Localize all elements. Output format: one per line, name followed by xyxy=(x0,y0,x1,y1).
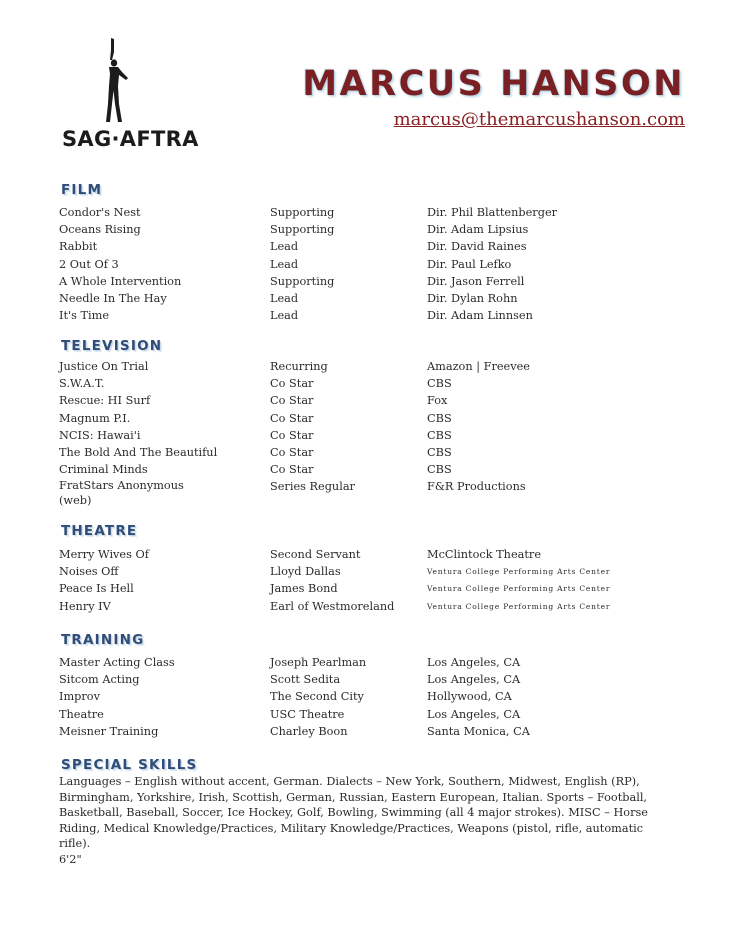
training-course: Master Acting Class xyxy=(59,656,175,669)
theatre-row xyxy=(59,563,659,580)
television-row xyxy=(59,427,659,444)
television-role: Co Star xyxy=(270,463,314,477)
film-director: Dir. David Raines xyxy=(427,240,527,254)
theatre-title: Henry IV xyxy=(59,599,111,613)
training-row xyxy=(59,723,659,740)
television-title: The Bold And The Beautiful xyxy=(59,445,218,459)
logo-text: SAG·AFTRA xyxy=(62,127,199,151)
theatre-row xyxy=(59,546,659,563)
television-row xyxy=(59,478,659,508)
training-teacher: Joseph Pearlman xyxy=(270,656,367,669)
television-section-title: TELEVISION xyxy=(61,338,163,354)
film-section-title: FILM xyxy=(61,182,103,198)
theatre-title: Noises Off xyxy=(59,565,119,579)
theatre-row xyxy=(59,580,659,597)
theatre-venue: Ventura College Performing Arts Center xyxy=(427,567,611,577)
actor-name: MARCUS HANSON xyxy=(302,64,685,104)
training-row xyxy=(59,671,659,688)
training-location: Los Angeles, CA xyxy=(427,656,521,669)
film-role: Lead xyxy=(270,257,299,271)
height-text: 6'2" xyxy=(59,852,82,866)
film-role: Lead xyxy=(270,240,299,254)
television-title: FratStars Anonymous (web) xyxy=(59,479,184,507)
training-location: Hollywood, CA xyxy=(427,690,512,704)
theatre-role: Lloyd Dallas xyxy=(270,565,341,579)
film-row xyxy=(59,273,659,290)
training-row xyxy=(59,654,659,671)
television-role: Series Regular xyxy=(270,480,355,494)
television-credits-list xyxy=(59,358,659,508)
television-row xyxy=(59,444,659,461)
training-course: Meisner Training xyxy=(59,724,159,738)
training-teacher: Scott Sedita xyxy=(270,673,341,687)
television-row xyxy=(59,392,659,409)
television-title: Magnum P.I. xyxy=(59,411,131,425)
theatre-venue: Ventura College Performing Arts Center xyxy=(427,584,611,594)
television-role: Co Star xyxy=(270,428,314,442)
film-credits-list xyxy=(59,204,659,324)
television-network: Fox xyxy=(427,394,448,408)
theatre-title: Peace Is Hell xyxy=(59,582,134,596)
film-row xyxy=(59,256,659,273)
training-course: Sitcom Acting xyxy=(59,673,140,687)
special-skills-section-title: SPECIAL SKILLS xyxy=(61,757,198,773)
sag-aftra-logo xyxy=(58,38,198,154)
film-row xyxy=(59,307,659,324)
film-title: Oceans Rising xyxy=(59,223,141,237)
television-network: CBS xyxy=(427,377,452,391)
film-director: Dir. Phil Blattenberger xyxy=(427,206,558,219)
television-network: CBS xyxy=(427,428,452,442)
theatre-title: Merry Wives Of xyxy=(59,548,149,561)
training-location: Santa Monica, CA xyxy=(427,724,530,738)
film-title: 2 Out Of 3 xyxy=(59,257,119,271)
theatre-venue: McClintock Theatre xyxy=(427,548,542,561)
film-director: Dir. Adam Linnsen xyxy=(427,309,533,323)
film-title: Needle In The Hay xyxy=(59,291,167,305)
film-role: Supporting xyxy=(270,223,335,237)
television-network: CBS xyxy=(427,463,452,477)
film-title: Rabbit xyxy=(59,240,98,254)
theatre-role: James Bond xyxy=(270,582,338,596)
film-role: Lead xyxy=(270,291,299,305)
film-row xyxy=(59,238,659,255)
sag-aftra-dancing-figure-icon xyxy=(92,38,132,124)
film-row xyxy=(59,290,659,307)
training-row xyxy=(59,688,659,705)
film-title: Condor's Nest xyxy=(59,206,141,219)
television-row xyxy=(59,410,659,427)
theatre-section-title: THEATRE xyxy=(61,523,138,539)
training-section-title: TRAINING xyxy=(61,632,145,648)
television-row xyxy=(59,358,659,375)
training-course: Theatre xyxy=(59,707,104,721)
special-skills-text: Languages – English without accent, German. Dialects – New York, Southern, Midwest, English (RP), Birmingham, Yorkshire, Irish, Scottish, German, Russian, Eastern European, Italian. Sports – Football, Basketball, Baseball, Soccer, Ice Hockey, Golf, Bowling, Swimming (all 4 major strokes). MISC – Horse Riding, Medical Knowledge/Practices, Military Knowledge/Practices, Weapons (pistol, rifle, automatic rifle). xyxy=(59,775,648,851)
television-title: Criminal Minds xyxy=(59,463,148,477)
film-title: It's Time xyxy=(59,309,110,323)
training-teacher: The Second City xyxy=(270,690,364,704)
television-network: CBS xyxy=(427,411,452,425)
film-role: Supporting xyxy=(270,206,335,219)
training-location: Los Angeles, CA xyxy=(427,673,521,687)
television-network: F&R Productions xyxy=(427,480,526,494)
email-link[interactable]: marcus@themarcushanson.com xyxy=(393,109,685,130)
film-role: Supporting xyxy=(270,274,335,288)
television-network: CBS xyxy=(427,445,452,459)
training-teacher: USC Theatre xyxy=(270,707,345,721)
television-role: Co Star xyxy=(270,377,314,391)
television-title: S.W.A.T. xyxy=(59,377,105,391)
special-skills-block xyxy=(59,774,659,868)
television-title: NCIS: Hawai'i xyxy=(59,428,141,442)
film-row xyxy=(59,221,659,238)
theatre-role: Second Servant xyxy=(270,548,361,561)
television-network: Amazon | Freevee xyxy=(427,360,530,373)
television-row xyxy=(59,461,659,478)
television-role: Recurring xyxy=(270,360,328,373)
film-director: Dir. Adam Lipsius xyxy=(427,223,529,237)
training-row xyxy=(59,706,659,723)
film-director: Dir. Paul Lefko xyxy=(427,257,512,271)
television-role: Co Star xyxy=(270,445,314,459)
television-row xyxy=(59,375,659,392)
film-director: Dir. Dylan Rohn xyxy=(427,291,518,305)
theatre-credits-list xyxy=(59,546,659,615)
theatre-venue: Ventura College Performing Arts Center xyxy=(427,601,611,611)
television-role: Co Star xyxy=(270,394,314,408)
training-course: Improv xyxy=(59,690,100,704)
training-location: Los Angeles, CA xyxy=(427,707,521,721)
film-title: A Whole Intervention xyxy=(59,274,182,288)
training-teacher: Charley Boon xyxy=(270,724,348,738)
theatre-row xyxy=(59,598,659,615)
television-role: Co Star xyxy=(270,411,314,425)
training-list xyxy=(59,654,659,740)
theatre-role: Earl of Westmoreland xyxy=(270,599,395,613)
film-row xyxy=(59,204,659,221)
television-title: Rescue: HI Surf xyxy=(59,394,151,408)
film-director: Dir. Jason Ferrell xyxy=(427,274,525,288)
television-title: Justice On Trial xyxy=(59,360,149,373)
film-role: Lead xyxy=(270,309,299,323)
